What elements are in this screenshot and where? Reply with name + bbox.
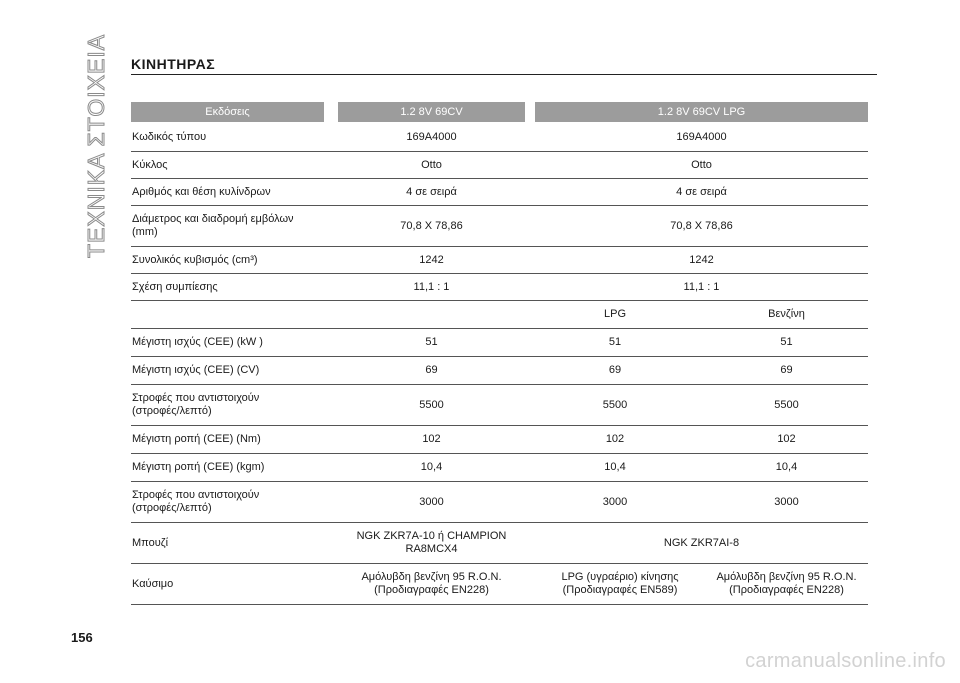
row-value-a: 69 <box>425 364 438 376</box>
table-row <box>131 124 868 152</box>
row-value-a: 102 <box>422 433 441 445</box>
title-rule <box>131 74 877 75</box>
table-row <box>131 301 868 329</box>
sidebar-title: ΤΕΧΝΙΚΑ ΣΤΟΙΧΕΙΑ <box>83 33 109 258</box>
row-value-a: Αμόλυβδη βενζίνη 95 R.O.N. (Προδιαγραφές EN228) <box>361 571 502 596</box>
watermark: carmanualsonline.info <box>745 650 946 672</box>
table-row <box>131 426 868 454</box>
row-value-lpg: 51 <box>608 336 622 348</box>
table-row <box>131 454 868 482</box>
row-label: Μέγιστη ροπή (CEE) (Nm) <box>132 433 261 445</box>
row-label: Κωδικός τύπου <box>132 131 207 143</box>
row-value-petrol: 5500 <box>774 398 799 411</box>
row-label: Στροφές που αντιστοιχούν (στροφές/λεπτό) <box>132 489 260 514</box>
table-row <box>131 206 868 247</box>
page-number: 156 <box>71 630 93 645</box>
row-value-lpg: LPG <box>603 308 626 320</box>
row-value-lpg: LPG (υγραέριο) κίνησης (Προδιαγραφές EN589) <box>561 571 679 596</box>
row-value-b: 4 σε σειρά <box>676 185 727 198</box>
table-row <box>131 357 868 385</box>
row-label: Συνολικός κυβισμός (cm³) <box>132 253 258 266</box>
row-value-b: 169A4000 <box>676 131 727 143</box>
row-value-a <box>338 301 525 328</box>
row-value-petrol: 51 <box>780 336 793 348</box>
table-row <box>131 329 868 357</box>
row-value-petrol: 69 <box>780 364 793 376</box>
row-value-a: NGK ZKR7A-10 ή CHAMPION RA8MCX4 <box>356 530 507 555</box>
row-value-a: Otto <box>421 158 442 171</box>
row-value-a: 5500 <box>419 398 444 411</box>
row-value-a: 51 <box>425 336 438 348</box>
row-value-petrol: 3000 <box>774 495 799 508</box>
row-value-petrol: 102 <box>777 433 796 445</box>
row-label: Καύσιμο <box>132 577 174 590</box>
row-label: Μέγιστη ισχύς (CEE) (kW ) <box>132 336 263 348</box>
row-value-a: 1242 <box>419 253 444 266</box>
table-row <box>131 385 868 426</box>
row-value-a: 169A4000 <box>406 131 457 143</box>
row-value-lpg: 3000 <box>602 495 628 508</box>
row-label: Κύκλος <box>132 158 168 171</box>
row-label: Μέγιστη ισχύς (CEE) (CV) <box>132 364 260 376</box>
table-row <box>131 152 868 179</box>
row-value-a: 4 σε σειρά <box>406 185 457 198</box>
table-row <box>131 523 868 564</box>
row-label: Στροφές που αντιστοιχούν (στροφές/λεπτό) <box>132 392 260 417</box>
header-versions: Εκδόσεις <box>131 102 324 122</box>
row-label: Σχέση συμπίεσης <box>132 280 218 293</box>
row-value-lpg: 102 <box>605 433 625 445</box>
section-title: ΚΙΝΗΤΗΡΑΣ <box>131 56 216 72</box>
row-value-a: 11,1 : 1 <box>413 280 450 293</box>
row-value-a: 3000 <box>419 495 444 508</box>
table-row <box>131 564 868 605</box>
table-row <box>131 247 868 274</box>
row-value-b: 11,1 : 1 <box>683 280 720 293</box>
table-row <box>131 179 868 206</box>
row-label: Μέγιστη ροπή (CEE) (kgm) <box>132 461 265 473</box>
row-value-a: 10,4 <box>420 461 443 473</box>
row-label <box>132 301 332 328</box>
row-value-b: 1242 <box>689 253 714 266</box>
table-header <box>131 102 868 122</box>
row-label: Αριθμός και θέση κυλίνδρων <box>132 185 271 198</box>
row-label: Μπουζί <box>132 536 169 549</box>
header-col-a: 1.2 8V 69CV <box>338 102 525 122</box>
row-value-b: Otto <box>691 158 712 171</box>
row-value-petrol: Αμόλυβδη βενζίνη 95 R.O.N. (Προδιαγραφές EN228) <box>716 571 857 596</box>
row-value-a: 70,8 X 78,86 <box>400 219 463 232</box>
row-label: Διάμετρος και διαδρομή εμβόλων (mm) <box>132 213 294 238</box>
table-row <box>131 482 868 523</box>
row-value-petrol: 10,4 <box>775 461 798 473</box>
table-row <box>131 274 868 301</box>
row-value-lpg: 10,4 <box>604 461 626 473</box>
header-col-b: 1.2 8V 69CV LPG <box>535 102 868 122</box>
spec-table <box>131 124 868 605</box>
row-value-b: NGK ZKR7AI-8 <box>663 536 740 549</box>
row-value-lpg: 69 <box>608 364 622 376</box>
row-value-petrol: Βενζίνη <box>768 308 805 320</box>
row-value-b: 70,8 X 78,86 <box>670 219 733 232</box>
row-value-lpg: 5500 <box>602 398 628 411</box>
